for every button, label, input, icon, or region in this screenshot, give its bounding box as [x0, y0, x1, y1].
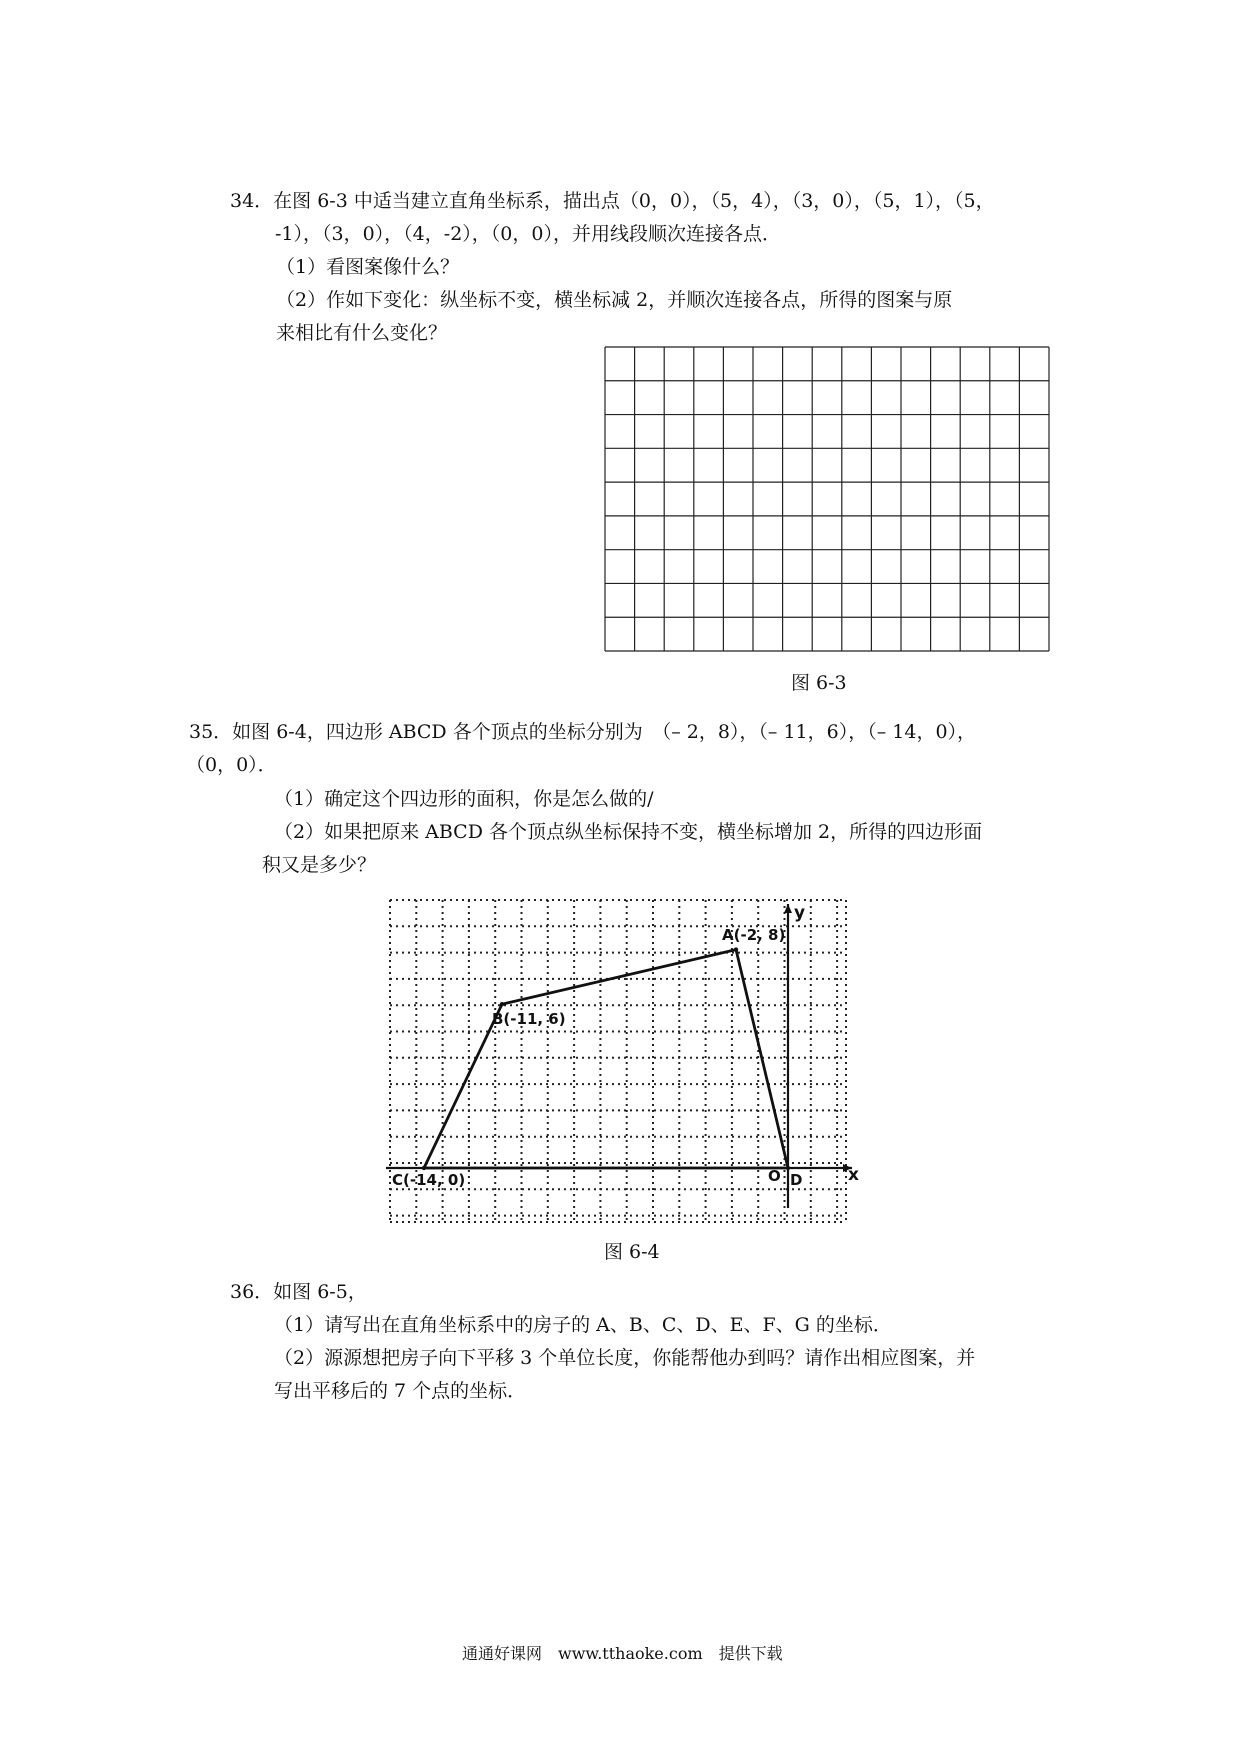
q36-sub2-line2: 写出平移后的 7 个点的坐标．	[274, 1380, 527, 1402]
point-label-c: C(-14, 0)	[392, 1171, 466, 1189]
q36-line1: 36．如图 6-5，	[230, 1281, 367, 1303]
point-label-b: B(-11, 6)	[492, 1010, 566, 1028]
x-axis-label: x	[848, 1165, 859, 1185]
q35-sub2-line2: 积又是多少？	[262, 854, 377, 876]
y-axis-arrow	[784, 904, 792, 913]
q34-sub1: （1）看图案像什么？	[276, 256, 460, 278]
q34-sub2-line1: （2）作如下变化：纵坐标不变，横坐标减 2，并顺次连接各点，所得的图案与原	[276, 289, 953, 311]
point-label-a: A(-2, 8)	[722, 926, 786, 944]
q35-line2: （0，0）．	[186, 754, 277, 776]
q35-sub2-line1: （2）如果把原来 ABCD 各个顶点纵坐标保持不变，横坐标增加 2，所得的四边形面	[274, 821, 983, 843]
quadrilateral-outline	[424, 950, 788, 1168]
q34-sub2-line2: 来相比有什么变化？	[276, 322, 448, 344]
q35-line1: 35．如图 6-4，四边形 ABCD 各个顶点的坐标分别为 （– 2，8），（– 11，6），（– 14，0），	[189, 721, 977, 743]
q35-sub1: （1）确定这个四边形的面积，你是怎么做的/	[274, 788, 654, 810]
vertex-c	[422, 1166, 426, 1170]
y-axis-label: y	[794, 903, 806, 923]
q36-sub2-line1: （2）源源想把房子向下平移 3 个单位长度，你能帮他办到吗？请作出相应图案，并	[274, 1347, 976, 1369]
figure-6-4-chart	[386, 896, 866, 1226]
page-footer: 通通好课网 www.tthaoke.com 提供下载	[462, 1644, 783, 1663]
q34-line2: -1），（3，0），（4，-2），（0，0），并用线段顺次连接各点．	[275, 223, 781, 245]
vertex-a	[734, 947, 738, 951]
vertex-d	[786, 1166, 790, 1170]
point-label-d: D	[790, 1171, 803, 1189]
figure-6-3-grid	[604, 346, 1050, 652]
figure-6-4-caption: 图 6-4	[604, 1241, 660, 1263]
origin-label: O	[768, 1167, 781, 1185]
q34-line1: 34．在图 6-3 中适当建立直角坐标系，描出点（0，0），（5，4），（3，0），（5，1），（5，	[230, 190, 995, 212]
q36-sub1: （1）请写出在直角坐标系中的房子的 A、B、C、D、E、F、G 的坐标．	[274, 1314, 892, 1336]
vertex-b	[500, 1002, 504, 1006]
figure-6-3-caption: 图 6-3	[791, 672, 847, 694]
